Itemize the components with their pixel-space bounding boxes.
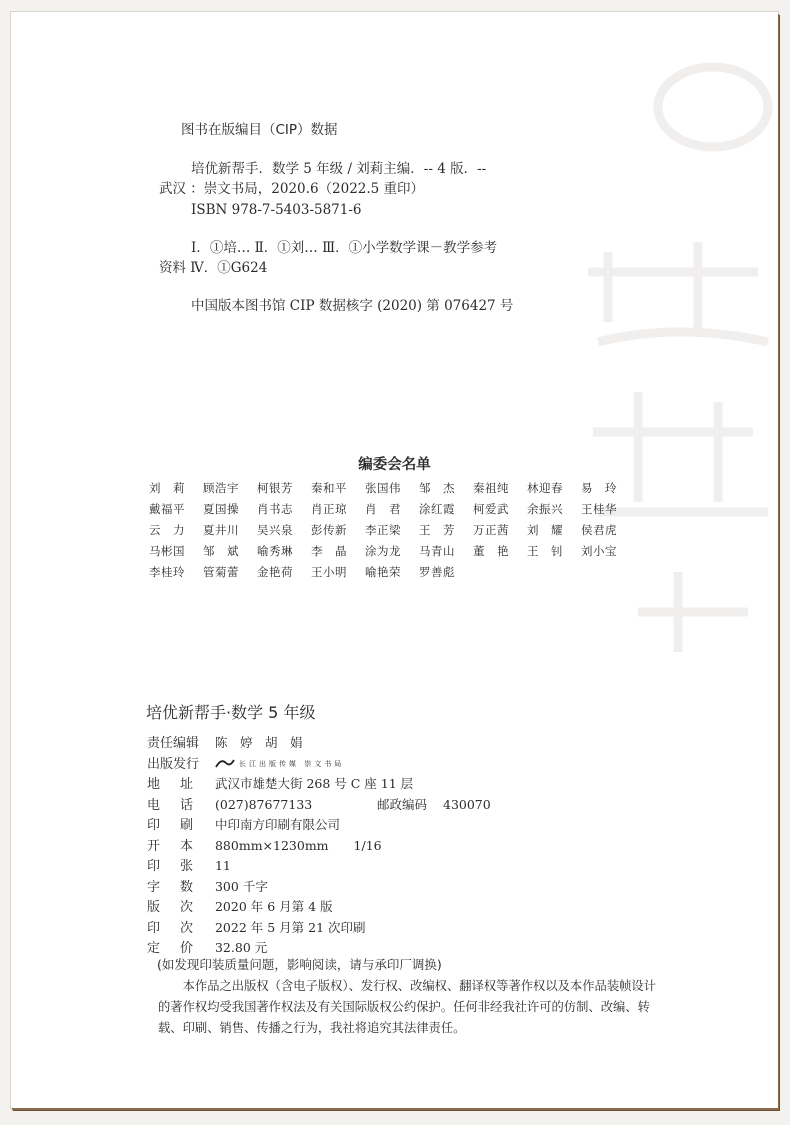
publisher-value <box>215 754 344 775</box>
committee-member: 马青山 <box>419 544 455 558</box>
copyright-paragraph: 本作品之出版权（含电子版权）、发行权、改编权、翻译权等著作权以及本作品装帧设计的著作权均受我国著作权法及有关国际版权公约保护。任何非经我社许可的仿制、改编、转载、印刷、销售、传播之行为，我社将追究其法律责任。 <box>158 979 657 1035</box>
committee-member: 侯君虎 <box>581 523 617 537</box>
committee-member: 邹 斌 <box>203 544 239 558</box>
committee-member: 夏井川 <box>203 523 239 537</box>
committee-member: 戴福平 <box>149 502 185 516</box>
committee-member: 金艳荷 <box>257 565 293 579</box>
colophon <box>147 733 491 959</box>
committee-member: 刘 耀 <box>527 523 563 537</box>
committee-title: 编委会名单 <box>358 457 431 473</box>
book-title: 培优新帮手·数学 5 年级 <box>146 703 316 722</box>
cip-classification-1: Ⅰ．①培… Ⅱ．①刘… Ⅲ．①小学数学课－教学参考 <box>191 240 498 256</box>
committee-member: 涂为龙 <box>365 544 401 558</box>
committee-member: 王小明 <box>311 565 347 579</box>
committee-member: 夏国操 <box>203 502 239 516</box>
cip-classification-2: 资料 Ⅳ．①G624 <box>159 260 268 276</box>
printer-value: 中印南方印刷有限公司 <box>214 817 340 832</box>
cip-record-number: 中国版本图书馆 CIP 数据核字 (2020) 第 076427 号 <box>191 298 514 314</box>
colophon-row-sheets <box>147 856 413 877</box>
colophon-row-publisher <box>147 754 413 775</box>
postcode <box>377 795 491 816</box>
postcode-label: 邮政编码 <box>377 796 428 812</box>
committee-member: 易 玲 <box>581 481 617 495</box>
committee-member: 柯爱武 <box>473 502 509 516</box>
committee-member: 管菊蕾 <box>203 565 239 579</box>
committee-member: 李 晶 <box>311 544 347 558</box>
committee-member: 彭传新 <box>311 523 347 537</box>
format-value: 880mm×1230mm 1/16 <box>214 837 382 853</box>
price-value: 32.80 元 <box>214 940 268 955</box>
committee-member: 喻秀琳 <box>257 544 293 558</box>
edition-label: 版次 <box>147 900 193 915</box>
committee-member: 吴兴泉 <box>257 523 293 537</box>
cip-line-2: 武汉 ：崇文书局，2020.6（2022.5 重印） <box>159 181 425 197</box>
committee-member: 王桂华 <box>581 502 617 516</box>
committee-member: 刘 莉 <box>149 481 185 495</box>
colophon-row-phone <box>147 795 491 816</box>
committee-member: 云 力 <box>149 523 185 537</box>
postcode-value: 430070 <box>443 796 491 812</box>
phone-label: 电话 <box>147 797 193 813</box>
committee-member: 刘小宝 <box>581 544 617 558</box>
colophon-row-address <box>147 774 413 795</box>
committee-member: 肖 君 <box>365 502 401 516</box>
sheets-label: 印张 <box>147 859 193 874</box>
committee-member: 余振兴 <box>527 502 563 516</box>
committee-member: 邹 杰 <box>419 481 455 495</box>
edition-value: 2020 年 6 月第 4 版 <box>214 899 333 914</box>
copyright-statement <box>158 976 663 1039</box>
address-label: 地址 <box>147 777 193 792</box>
editor-value: 陈 婷 胡 娟 <box>214 735 303 750</box>
words-value: 300 千字 <box>214 878 268 894</box>
committee-member: 顾浩宇 <box>203 481 239 495</box>
page <box>11 12 778 1108</box>
committee-member: 李正梁 <box>365 523 401 537</box>
committee-member: 董 艳 <box>473 544 509 558</box>
impression-value: 2022 年 5 月第 21 次印刷 <box>214 919 366 935</box>
committee-list <box>149 480 635 580</box>
cip-line-1: 培优新帮手．数学 5 年级 / 刘莉主编．-- 4 版．-- <box>191 161 487 177</box>
colophon-row-words <box>147 877 413 898</box>
committee-member: 涂红霞 <box>419 502 455 516</box>
format-label: 开本 <box>147 838 193 854</box>
committee-member: 肖正琼 <box>311 502 347 516</box>
committee-member: 王 芳 <box>419 523 455 537</box>
committee-member: 李桂玲 <box>149 565 185 579</box>
committee-member: 肖书志 <box>257 502 293 516</box>
committee-member: 柯银芳 <box>257 481 293 495</box>
publisher-logo <box>215 758 235 770</box>
publisher-label: 出版发行 <box>147 756 200 772</box>
quality-notice: (如发现印装质量问题，影响阅读，请与承印厂调换) <box>157 957 442 972</box>
price-label: 定价 <box>147 941 193 956</box>
phone-value: (027)87677133 <box>214 796 313 812</box>
sheets-value: 11 <box>214 858 231 873</box>
words-label: 字数 <box>147 879 193 895</box>
cip-heading: 图书在版编目（CIP）数据 <box>181 122 338 138</box>
committee-member: 万正茜 <box>473 523 509 537</box>
editor-label: 责任编辑 <box>147 736 200 751</box>
committee-member: 张国伟 <box>365 481 401 495</box>
colophon-row-impression <box>147 918 413 939</box>
committee-member: 罗善彪 <box>419 565 455 579</box>
committee-member: 秦祖纯 <box>473 481 509 495</box>
address-value: 武汉市雄楚大街 268 号 C 座 11 层 <box>214 776 414 791</box>
colophon-row-edition <box>147 897 413 918</box>
cip-isbn: ISBN 978-7-5403-5871-6 <box>191 202 362 218</box>
publisher-logo-text: 长江出版传媒 崇文书局 <box>238 759 345 768</box>
colophon-row-printer <box>147 815 413 836</box>
colophon-row-editor <box>147 733 413 754</box>
committee-member: 林迎春 <box>527 481 563 495</box>
printer-label: 印刷 <box>147 818 193 833</box>
committee-member: 马彬国 <box>149 544 185 558</box>
impression-label: 印次 <box>147 920 193 936</box>
committee-member: 秦和平 <box>311 481 347 495</box>
committee-member: 王 钊 <box>527 544 563 558</box>
committee-member: 喻艳荣 <box>365 565 401 579</box>
colophon-row-format <box>147 836 413 857</box>
